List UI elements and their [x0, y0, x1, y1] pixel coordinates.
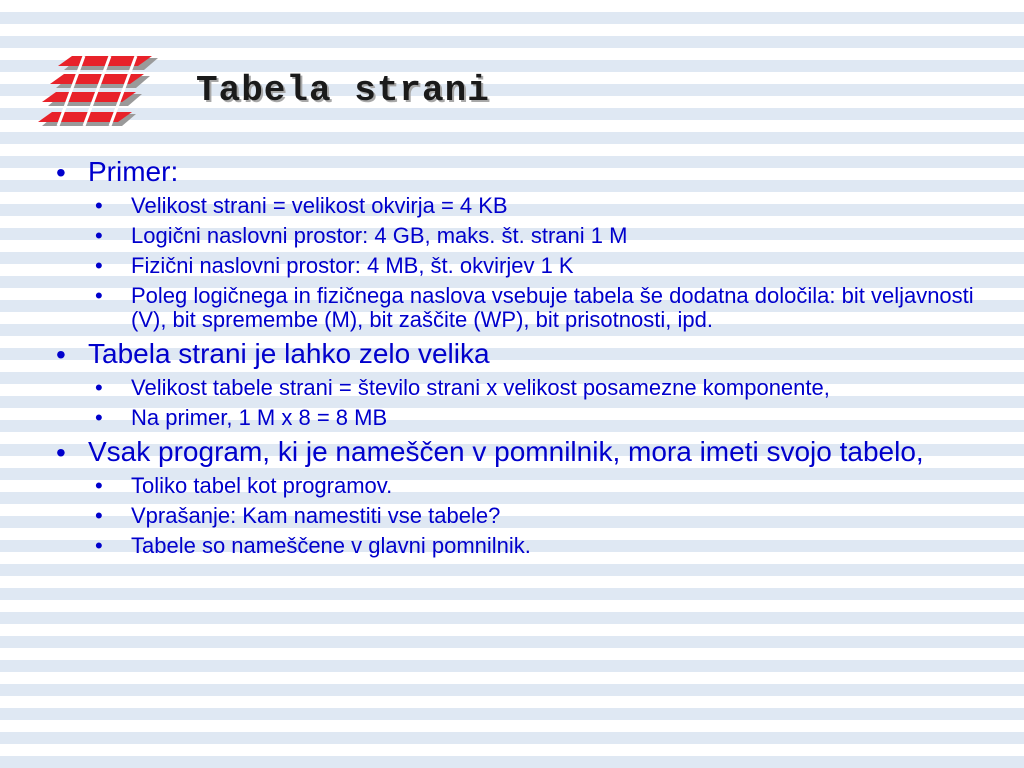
sub-bullet-item [95, 284, 992, 332]
sub-bullet-text: Vprašanje: Kam namestiti vse tabele? [131, 503, 501, 528]
red-stripes-logo-icon [38, 56, 164, 140]
sub-bullet-marker: • [95, 283, 103, 308]
sub-bullet-marker: • [95, 503, 103, 528]
sub-bullet-text: Logični naslovni prostor: 4 GB, maks. št. strani 1 M [131, 223, 628, 248]
sub-bullet-marker: • [95, 405, 103, 430]
sub-bullet-item [95, 254, 992, 278]
slide-title: Tabela strani [196, 70, 490, 111]
sub-bullet-text: Poleg logičnega in fizičnega naslova vsebuje tabela še dodatna določila: bit veljavnosti (V), bit spremembe (M), bit zaščite (WP), bit prisotnosti, ipd. [131, 283, 974, 332]
sub-bullet-text: Fizični naslovni prostor: 4 MB, št. okvirjev 1 K [131, 253, 574, 278]
sub-bullet-item [95, 504, 992, 528]
sub-bullet-item [95, 534, 992, 558]
sub-bullet-marker: • [95, 533, 103, 558]
bullet-list [52, 156, 992, 558]
sub-bullet-text: Velikost tabele strani = število strani x velikost posamezne komponente, [131, 375, 830, 400]
bullet-item [52, 338, 992, 430]
sub-bullet-text: Na primer, 1 M x 8 = 8 MB [131, 405, 388, 430]
bullet-item [52, 156, 992, 332]
bullet-text: Vsak program, ki je nameščen v pomnilnik, mora imeti svojo tabelo, [88, 436, 924, 467]
sub-bullet-item [95, 474, 992, 498]
sub-bullet-marker: • [95, 223, 103, 248]
sub-bullet-item [95, 406, 992, 430]
bullet-text: Tabela strani je lahko zelo velika [88, 338, 490, 369]
sub-bullet-list [95, 474, 992, 558]
bullet-marker: • [56, 437, 66, 468]
sub-bullet-list [95, 376, 992, 430]
sub-bullet-marker: • [95, 253, 103, 278]
sub-bullet-text: Toliko tabel kot programov. [131, 473, 393, 498]
sub-bullet-marker: • [95, 193, 103, 218]
sub-bullet-list [95, 194, 992, 332]
sub-bullet-marker: • [95, 375, 103, 400]
bullet-item [52, 436, 992, 558]
bullet-marker: • [56, 339, 66, 370]
sub-bullet-item [95, 376, 992, 400]
bullet-marker: • [56, 157, 66, 188]
slide-content [52, 156, 992, 564]
sub-bullet-item [95, 224, 992, 248]
sub-bullet-text: Velikost strani = velikost okvirja = 4 KB [131, 193, 508, 218]
bullet-text: Primer: [88, 156, 179, 187]
sub-bullet-text: Tabele so nameščene v glavni pomnilnik. [131, 533, 531, 558]
sub-bullet-item [95, 194, 992, 218]
sub-bullet-marker: • [95, 473, 103, 498]
